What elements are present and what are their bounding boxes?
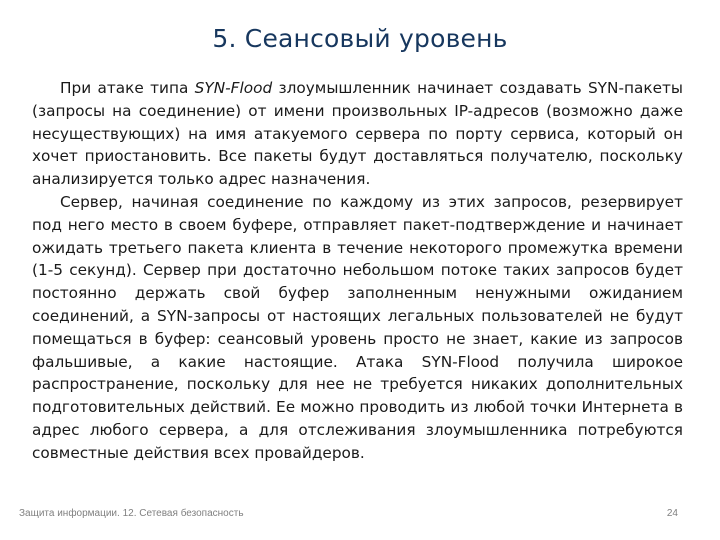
slide-number: 24 xyxy=(666,508,678,519)
syn-flood-term: SYN-Flood xyxy=(194,79,273,97)
slide-title: 5. Сеансовый уровень xyxy=(212,24,508,53)
paragraph-1-lead: При атаке типа xyxy=(60,79,195,97)
slide-body xyxy=(32,77,683,465)
footer-course-title: Защита информации. 12. Сетевая безопасность xyxy=(19,508,244,519)
paragraph-syn-flood-intro xyxy=(32,77,683,191)
paragraph-server-behavior: Сервер, начиная соединение по каждому из этих запросов, резервирует под него место в своем буфере, отправляет пакет-подтверждение и начинает ожидать третьего пакета клиента в течение некоторого промежутка времени (1-5 секунд). Сервер при достаточно небольшом потоке таких запросов будет постоянно держать свой буфер заполненным ненужными ожиданием соединений, а SYN-запросы от настоящих легальных пользователей не будут помещаться в буфер: сеансовый уровень просто не знает, какие из запросов фальшивые, а какие настоящие. Атака SYN-Flood получила широкое распространение, поскольку для нее не требуется никаких дополнительных подготовительных действий. Ее можно проводить из любой точки Интернета в адрес любого сервера, а для отслеживания злоумышленника потребуются совместные действия всех провайдеров. xyxy=(32,192,683,462)
paragraph-1-rest: злоумышленник начинает создавать SYN-пакеты (запросы на соединение) от имени произвольных IP-адресов (возможно даже несуществующих) на имя атакуемого сервера по порту сервиса, который он хочет приостановить. Все пакеты будут доставляться получателю, поскольку анализируется только адрес назначения. xyxy=(32,79,683,189)
